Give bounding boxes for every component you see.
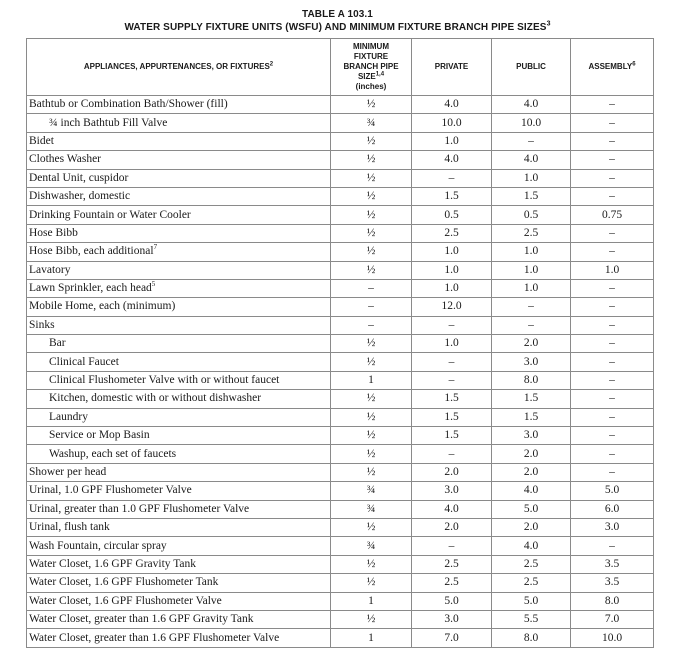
assembly-cell: – — [571, 243, 654, 261]
private-cell: 2.5 — [412, 555, 492, 573]
assembly-cell: – — [571, 316, 654, 334]
header-assembly: ASSEMBLY$^6$ — [571, 39, 654, 96]
public-cell: 1.0 — [492, 279, 571, 297]
fixture-name-cell: Sinks — [27, 316, 331, 334]
fixture-name-cell: Lavatory — [27, 261, 331, 279]
fixture-name-cell: Hose Bibb — [27, 224, 331, 242]
assembly-cell: 5.0 — [571, 482, 654, 500]
pipe-size-cell: – — [331, 316, 412, 334]
pipe-size-cell: ¾ — [331, 500, 412, 518]
fixture-name-cell: Water Closet, 1.6 GPF Flushometer Tank — [27, 574, 331, 592]
fixture-name-cell: Washup, each set of faucets — [27, 445, 331, 463]
private-cell: – — [412, 537, 492, 555]
public-cell: 5.5 — [492, 610, 571, 628]
pipe-size-cell: ½ — [331, 408, 412, 426]
public-cell: 2.0 — [492, 445, 571, 463]
public-cell: 2.5 — [492, 574, 571, 592]
public-cell: 1.0 — [492, 169, 571, 187]
pipe-size-cell: ½ — [331, 261, 412, 279]
assembly-cell: – — [571, 408, 654, 426]
assembly-cell: – — [571, 445, 654, 463]
public-cell: 2.5 — [492, 555, 571, 573]
assembly-cell: 7.0 — [571, 610, 654, 628]
public-cell: 2.0 — [492, 335, 571, 353]
fixture-name-cell: Shower per head — [27, 463, 331, 481]
assembly-cell: – — [571, 96, 654, 114]
private-cell: 10.0 — [412, 114, 492, 132]
private-cell: – — [412, 445, 492, 463]
table-row — [27, 353, 654, 371]
private-cell: 5.0 — [412, 592, 492, 610]
public-cell: – — [492, 298, 571, 316]
assembly-cell: – — [571, 132, 654, 150]
pipe-size-cell: ½ — [331, 427, 412, 445]
assembly-cell: 1.0 — [571, 261, 654, 279]
fixture-name-cell: Dental Unit, cuspidor — [27, 169, 331, 187]
table-row — [27, 279, 654, 297]
assembly-cell: – — [571, 187, 654, 205]
table-row — [27, 390, 654, 408]
assembly-cell: – — [571, 390, 654, 408]
table-row — [27, 243, 654, 261]
private-cell: 1.0 — [412, 243, 492, 261]
table-row — [27, 224, 654, 242]
table-row — [27, 537, 654, 555]
fixture-name-cell: Clinical Faucet — [27, 353, 331, 371]
assembly-cell: – — [571, 371, 654, 389]
public-cell: 2.0 — [492, 518, 571, 536]
private-cell: 2.5 — [412, 574, 492, 592]
fixture-name-cell: Bidet — [27, 132, 331, 150]
public-cell: 1.5 — [492, 408, 571, 426]
fixture-name-cell: Kitchen, domestic with or without dishwasher — [27, 390, 331, 408]
assembly-cell: 3.5 — [571, 574, 654, 592]
public-cell: 8.0 — [492, 371, 571, 389]
public-cell: 2.0 — [492, 463, 571, 481]
table-row — [27, 206, 654, 224]
table-row — [27, 114, 654, 132]
table-row — [27, 427, 654, 445]
pipe-size-cell: ¾ — [331, 482, 412, 500]
fixture-name-cell: Wash Fountain, circular spray — [27, 537, 331, 555]
private-cell: 1.5 — [412, 187, 492, 205]
fixture-name-cell: Water Closet, 1.6 GPF Flushometer Valve — [27, 592, 331, 610]
fixture-name-cell: Water Closet, 1.6 GPF Gravity Tank — [27, 555, 331, 573]
table-row — [27, 629, 654, 647]
pipe-size-cell: ½ — [331, 463, 412, 481]
public-cell: 8.0 — [492, 629, 571, 647]
public-cell: 0.5 — [492, 206, 571, 224]
private-cell: 12.0 — [412, 298, 492, 316]
pipe-size-cell: – — [331, 279, 412, 297]
private-cell: 4.0 — [412, 500, 492, 518]
pipe-size-cell: ½ — [331, 335, 412, 353]
private-cell: 1.5 — [412, 390, 492, 408]
pipe-size-cell: ½ — [331, 555, 412, 573]
pipe-size-cell: 1 — [331, 629, 412, 647]
pipe-size-cell: ½ — [331, 574, 412, 592]
assembly-cell: – — [571, 427, 654, 445]
pipe-size-cell: ½ — [331, 132, 412, 150]
assembly-cell: – — [571, 114, 654, 132]
public-cell: – — [492, 132, 571, 150]
fixture-name-cell: Drinking Fountain or Water Cooler — [27, 206, 331, 224]
assembly-cell: 10.0 — [571, 629, 654, 647]
fixture-name-cell: Urinal, flush tank — [27, 518, 331, 536]
assembly-cell: – — [571, 537, 654, 555]
fixture-units-table — [26, 38, 654, 648]
fixture-name-cell: Clinical Flushometer Valve with or without faucet — [27, 371, 331, 389]
public-cell: 4.0 — [492, 96, 571, 114]
fixture-name-cell: Water Closet, greater than 1.6 GPF Flushometer Valve — [27, 629, 331, 647]
assembly-cell: – — [571, 169, 654, 187]
table-row — [27, 298, 654, 316]
table-row — [27, 335, 654, 353]
private-cell: 1.0 — [412, 279, 492, 297]
fixture-name-cell: Clothes Washer — [27, 151, 331, 169]
private-cell: – — [412, 316, 492, 334]
fixture-name-cell: Service or Mop Basin — [27, 427, 331, 445]
private-cell: 1.0 — [412, 335, 492, 353]
pipe-size-cell: 1 — [331, 371, 412, 389]
private-cell: 7.0 — [412, 629, 492, 647]
pipe-size-cell: – — [331, 298, 412, 316]
public-cell: 5.0 — [492, 500, 571, 518]
fixture-name-cell: Bar — [27, 335, 331, 353]
table-row — [27, 500, 654, 518]
public-cell: 4.0 — [492, 537, 571, 555]
assembly-cell: 3.5 — [571, 555, 654, 573]
table-subtitle — [0, 22, 675, 34]
fixture-name-cell: Lawn Sprinkler, each head$^5$ — [27, 279, 331, 297]
assembly-cell: 8.0 — [571, 592, 654, 610]
public-cell: 10.0 — [492, 114, 571, 132]
header-pipe-size: MINIMUM FIXTURE BRANCH PIPE SIZE$^{1,4}$ (inches) — [331, 39, 412, 96]
table-subtitle-text: WATER SUPPLY FIXTURE UNITS (WSFU) AND MINIMUM FIXTURE BRANCH PIPE SIZES — [124, 22, 547, 33]
assembly-cell: – — [571, 298, 654, 316]
fixture-name-cell: ¾ inch Bathtub Fill Valve — [27, 114, 331, 132]
pipe-size-cell: ½ — [331, 610, 412, 628]
header-fixture: APPLIANCES, APPURTENANCES, OR FIXTURES$^2$ — [27, 39, 331, 96]
table-row — [27, 371, 654, 389]
table-row — [27, 592, 654, 610]
table-row — [27, 151, 654, 169]
pipe-size-cell: ½ — [331, 187, 412, 205]
private-cell: 3.0 — [412, 610, 492, 628]
pipe-size-cell: 1 — [331, 592, 412, 610]
private-cell: 4.0 — [412, 151, 492, 169]
table-row — [27, 518, 654, 536]
fixture-name-cell: Dishwasher, domestic — [27, 187, 331, 205]
assembly-cell: – — [571, 151, 654, 169]
fixture-name-cell: Water Closet, greater than 1.6 GPF Gravity Tank — [27, 610, 331, 628]
private-cell: 2.0 — [412, 518, 492, 536]
assembly-cell: 0.75 — [571, 206, 654, 224]
assembly-cell: – — [571, 335, 654, 353]
public-cell: 4.0 — [492, 482, 571, 500]
pipe-size-cell: ½ — [331, 243, 412, 261]
fixture-name-cell: Laundry — [27, 408, 331, 426]
header-row — [27, 39, 654, 96]
table-row — [27, 574, 654, 592]
fixture-name-cell: Urinal, greater than 1.0 GPF Flushometer Valve — [27, 500, 331, 518]
assembly-cell: – — [571, 279, 654, 297]
private-cell: 4.0 — [412, 96, 492, 114]
fixture-name-cell: Mobile Home, each (minimum) — [27, 298, 331, 316]
table-row — [27, 482, 654, 500]
private-cell: 3.0 — [412, 482, 492, 500]
private-cell: – — [412, 169, 492, 187]
pipe-size-cell: ½ — [331, 518, 412, 536]
private-cell: 2.5 — [412, 224, 492, 242]
assembly-cell: – — [571, 353, 654, 371]
table-row — [27, 463, 654, 481]
pipe-size-cell: ½ — [331, 445, 412, 463]
pipe-size-cell: ½ — [331, 96, 412, 114]
pipe-size-cell: ¾ — [331, 537, 412, 555]
table-title: TABLE A 103.1 — [302, 9, 373, 20]
private-cell: 1.5 — [412, 408, 492, 426]
pipe-size-cell: ½ — [331, 390, 412, 408]
table-row — [27, 445, 654, 463]
assembly-cell: 3.0 — [571, 518, 654, 536]
assembly-cell: – — [571, 463, 654, 481]
public-cell: 4.0 — [492, 151, 571, 169]
public-cell: 3.0 — [492, 427, 571, 445]
assembly-cell: – — [571, 224, 654, 242]
public-cell: 1.5 — [492, 390, 571, 408]
private-cell: 1.5 — [412, 427, 492, 445]
fixture-name-cell: Bathtub or Combination Bath/Shower (fill) — [27, 96, 331, 114]
private-cell: 0.5 — [412, 206, 492, 224]
public-cell: 2.5 — [492, 224, 571, 242]
fixture-name-cell: Hose Bibb, each additional$^7$ — [27, 243, 331, 261]
table-row — [27, 316, 654, 334]
pipe-size-cell: ½ — [331, 206, 412, 224]
header-private: PRIVATE — [412, 39, 492, 96]
pipe-size-cell: ½ — [331, 353, 412, 371]
table-row — [27, 610, 654, 628]
private-cell: 1.0 — [412, 261, 492, 279]
table-row — [27, 96, 654, 114]
fixture-name-cell: Urinal, 1.0 GPF Flushometer Valve — [27, 482, 331, 500]
table-row — [27, 132, 654, 150]
public-cell: 1.0 — [492, 261, 571, 279]
private-cell: 1.0 — [412, 132, 492, 150]
assembly-cell: 6.0 — [571, 500, 654, 518]
public-cell: 3.0 — [492, 353, 571, 371]
table-row — [27, 408, 654, 426]
public-cell: 5.0 — [492, 592, 571, 610]
pipe-size-cell: ½ — [331, 224, 412, 242]
table-row — [27, 187, 654, 205]
public-cell: – — [492, 316, 571, 334]
public-cell: 1.0 — [492, 243, 571, 261]
private-cell: – — [412, 353, 492, 371]
private-cell: – — [412, 371, 492, 389]
table-row — [27, 261, 654, 279]
public-cell: 1.5 — [492, 187, 571, 205]
pipe-size-cell: ½ — [331, 169, 412, 187]
pipe-size-cell: ½ — [331, 151, 412, 169]
table-subtitle-footnote: 3 — [546, 20, 551, 28]
header-public: PUBLIC — [492, 39, 571, 96]
table-row — [27, 169, 654, 187]
table-row — [27, 555, 654, 573]
private-cell: 2.0 — [412, 463, 492, 481]
pipe-size-cell: ¾ — [331, 114, 412, 132]
